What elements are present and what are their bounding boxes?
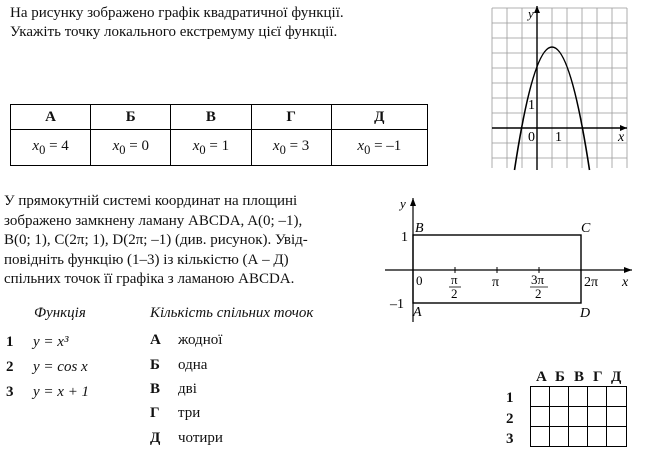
answer-text: чотири	[178, 430, 223, 446]
option-letter: Б	[91, 105, 171, 130]
option-letter: Г	[251, 105, 331, 130]
question2-line: зображено замкнену ламану ABCDA, A(0; –1),	[4, 212, 303, 229]
point-a-label: A	[413, 305, 422, 320]
grid-col-label: Г	[593, 369, 603, 385]
x-unit-label: 1	[555, 130, 562, 145]
y-axis-arrow	[534, 6, 540, 13]
origin-label: 0	[528, 130, 535, 145]
pi-half-denominator: 2	[451, 286, 458, 301]
answer-cell-2-b[interactable]	[549, 406, 569, 427]
function-number: 3	[6, 384, 14, 400]
answer-letter: Д	[150, 430, 161, 446]
answer-letter: В	[150, 381, 161, 397]
answer-cell-2-c[interactable]	[568, 406, 588, 427]
answer-text: одна	[178, 357, 208, 373]
option-value: $x_0 = 3$	[251, 130, 331, 166]
option-letter: Д	[331, 105, 427, 130]
option-value: $x_0 = -1$	[331, 130, 427, 166]
answer-cell-3-b[interactable]	[549, 426, 569, 447]
answer-cell-2-d[interactable]	[587, 406, 607, 427]
point-b-label: B	[415, 221, 424, 236]
function-number: 1	[6, 334, 14, 350]
answer-cell-1-e[interactable]	[606, 386, 627, 407]
three-pi-half-denominator: 2	[535, 286, 542, 301]
function-formula: y = x + 1	[33, 384, 90, 400]
y-axis-label: y	[528, 6, 534, 21]
answer-cell-1-a[interactable]	[530, 386, 550, 407]
x-axis-arrow	[624, 267, 632, 273]
grid-col-label: Д	[611, 369, 622, 385]
question2-text	[4, 192, 374, 290]
grid-row-label: 3	[506, 431, 514, 447]
answer-cell-3-d[interactable]	[587, 426, 607, 447]
question2-line: B(0; 1), C(2π; 1), D(2π; –1) (див. рисунок). Увід-	[4, 232, 308, 248]
grid-col-label: В	[574, 369, 585, 385]
answer-letter: А	[150, 332, 161, 348]
answer-cell-2-a[interactable]	[530, 406, 550, 427]
answer-cell-3-c[interactable]	[568, 426, 588, 447]
answer-cell-3-e[interactable]	[606, 426, 627, 447]
question2-line: У прямокутній системі координат на площині	[4, 193, 298, 209]
function-formula: y = x³	[33, 334, 69, 350]
question2-line: спільних точок її графіка з ламаною ABCDA.	[4, 271, 295, 287]
answer-cell-2-e[interactable]	[606, 406, 627, 427]
y-axis-label: y	[400, 196, 406, 211]
answer-letter: Б	[150, 357, 160, 373]
question1-text	[10, 4, 480, 42]
grid-row-label: 2	[506, 411, 514, 427]
grid-col-label: А	[536, 369, 547, 385]
answer-options-table	[10, 104, 428, 166]
answer-text: дві	[178, 381, 197, 397]
option-value: $x_0 = 1$	[171, 130, 251, 166]
y-one-label: 1	[401, 230, 408, 245]
parabola-graph	[488, 4, 630, 172]
option-value: $x_0 = 0$	[91, 130, 171, 166]
grid-col-label: Б	[555, 369, 565, 385]
y-axis-arrow	[410, 198, 416, 206]
counts-header: Кількість спільних точок	[150, 305, 314, 321]
function-formula: y = cos x	[33, 359, 88, 375]
answer-text: три	[178, 405, 201, 421]
answer-cell-1-c[interactable]	[568, 386, 588, 407]
point-c-label: C	[581, 221, 591, 236]
answer-cell-3-a[interactable]	[530, 426, 550, 447]
answer-grid	[498, 369, 632, 451]
y-minus-one-label: –1	[390, 297, 404, 312]
pi-label: π	[492, 275, 500, 290]
question2-line: повідніть функцію (1–3) із кількістю (А – Д)	[4, 251, 289, 268]
polyline-graph	[380, 190, 640, 325]
option-letter: В	[171, 105, 251, 130]
pi-half-numerator: π	[451, 272, 458, 287]
answer-letter: Г	[150, 405, 160, 421]
function-number: 2	[6, 359, 14, 375]
question1-line2: Укажіть точку локального екстремуму цієї функції.	[10, 24, 338, 40]
y-unit-label: 1	[528, 98, 535, 113]
x-axis-label: x	[622, 275, 629, 290]
two-pi-label: 2π	[584, 275, 599, 290]
point-d-label: D	[580, 306, 591, 321]
answer-text: жодної	[178, 332, 223, 348]
option-value: $x_0 = 4$	[11, 130, 91, 166]
functions-header: Функція	[34, 305, 86, 321]
origin-label: 0	[416, 273, 423, 288]
answer-cell-1-d[interactable]	[587, 386, 607, 407]
answer-cell-1-b[interactable]	[549, 386, 569, 407]
x-axis-label: x	[618, 130, 625, 145]
three-pi-half-numerator: 3π	[531, 272, 545, 287]
option-letter: А	[11, 105, 91, 130]
grid-row-label: 1	[506, 390, 514, 406]
question1-line1: На рисунку зображено графік квадратичної функції.	[10, 5, 344, 21]
